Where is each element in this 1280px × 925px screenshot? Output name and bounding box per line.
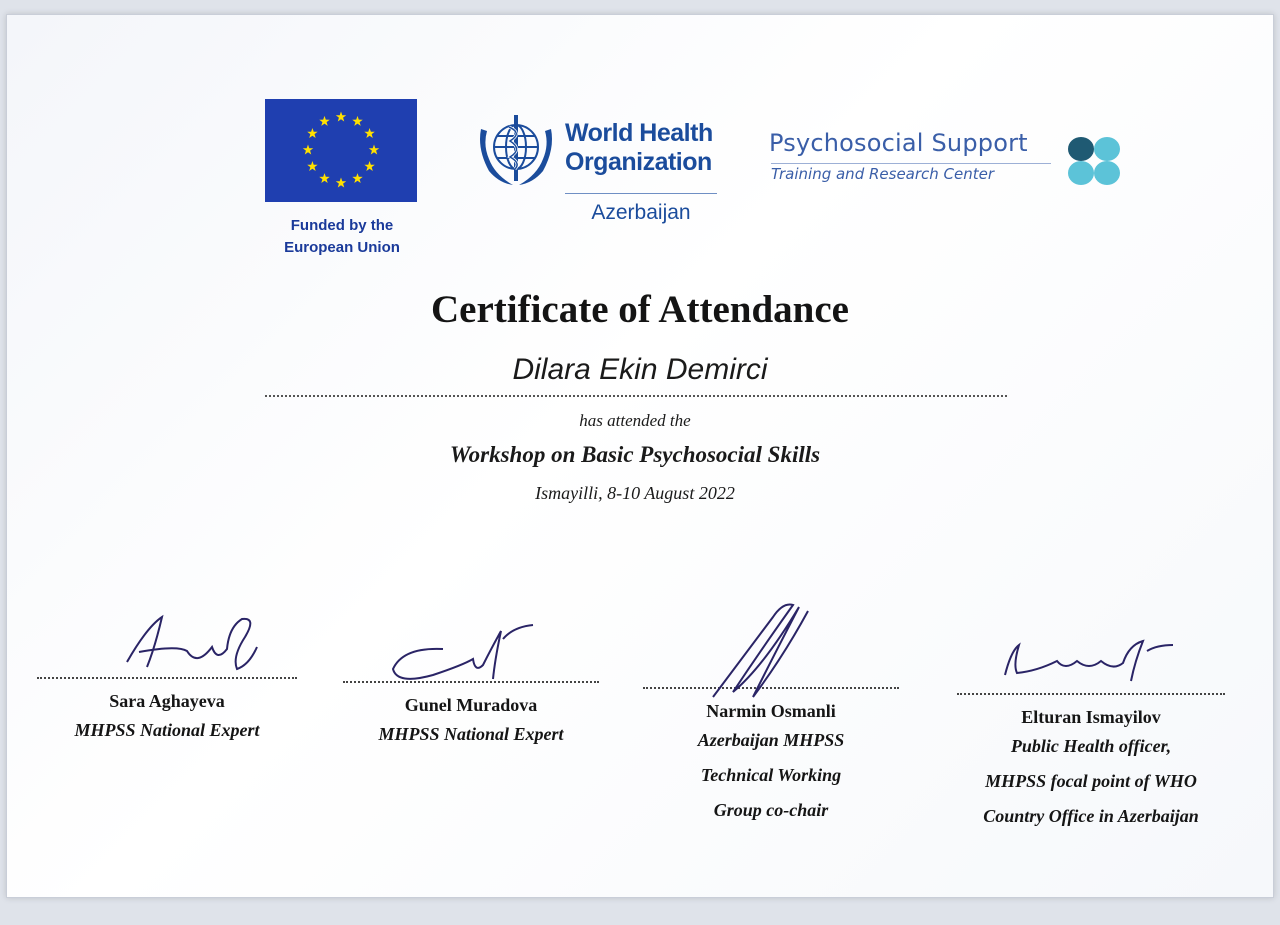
eu-star-icon — [352, 173, 362, 183]
signatory-name: Gunel Muradova — [404, 695, 538, 715]
certificate-sheet — [6, 14, 1274, 898]
who-name-line1: World Health — [565, 119, 713, 147]
signatory-role-line1: Azerbaijan MHPSS — [697, 730, 845, 750]
recipient-name: Dilara Ekin Demirci — [512, 353, 768, 386]
eu-caption-line1: Funded by the — [290, 217, 394, 234]
eu-star-icon — [364, 161, 374, 171]
eu-stars-icon — [265, 99, 417, 202]
signatory-4 — [957, 693, 1225, 833]
signature-4 — [997, 631, 1177, 691]
signature-1 — [117, 607, 267, 687]
signature-line — [957, 693, 1225, 695]
signatory-role-line3: Group co-chair — [713, 800, 829, 820]
signatory-3 — [643, 687, 899, 827]
eu-caption-line2: European Union — [284, 239, 400, 256]
who-country: Azerbaijan — [591, 201, 691, 224]
eu-star-icon — [369, 145, 379, 155]
eu-star-icon — [336, 178, 346, 188]
pss-divider — [771, 163, 1051, 164]
who-name-line2: Organization — [565, 148, 712, 176]
signatory-2 — [343, 681, 599, 751]
signatory-role-line3: Country Office in Azerbaijan — [983, 806, 1199, 826]
eu-star-icon — [319, 116, 329, 126]
place-date: Ismayilli, 8-10 August 2022 — [535, 483, 735, 503]
who-name — [565, 119, 735, 177]
signatory-name: Sara Aghayeva — [109, 691, 225, 711]
workshop-title: Workshop on Basic Psychosocial Skills — [449, 442, 821, 467]
pss-subtitle: Training and Research Center — [771, 165, 995, 183]
signatory-role-line1: Public Health officer, — [1010, 736, 1172, 756]
eu-star-icon — [319, 173, 329, 183]
eu-flag-logo — [265, 99, 417, 202]
eu-star-icon — [352, 116, 362, 126]
signatory-role-line2: Technical Working — [700, 765, 842, 785]
eu-star-icon — [307, 128, 317, 138]
signature-3 — [703, 597, 823, 707]
eu-star-icon — [336, 112, 346, 122]
signatory-name: Elturan Ismayilov — [1021, 707, 1161, 727]
signatory-1 — [37, 677, 297, 747]
signatory-role-line2: MHPSS focal point of WHO — [985, 771, 1197, 791]
signatory-role: MHPSS National Expert — [74, 720, 260, 740]
eu-star-icon — [303, 145, 313, 155]
eu-caption — [247, 215, 437, 259]
eu-star-icon — [364, 128, 374, 138]
signatory-name: Narmin Osmanli — [706, 701, 836, 721]
clover-icon — [1063, 131, 1127, 191]
signatory-role: MHPSS National Expert — [378, 724, 564, 744]
eu-star-icon — [307, 161, 317, 171]
who-divider — [565, 193, 717, 194]
pss-title: Psychosocial Support — [769, 129, 1028, 157]
certificate-title: Certificate of Attendance — [430, 288, 849, 331]
recipient-dotted-line — [265, 395, 1007, 397]
signature-2 — [383, 619, 543, 699]
attended-text: has attended the — [579, 411, 691, 430]
who-emblem-icon — [473, 109, 559, 189]
